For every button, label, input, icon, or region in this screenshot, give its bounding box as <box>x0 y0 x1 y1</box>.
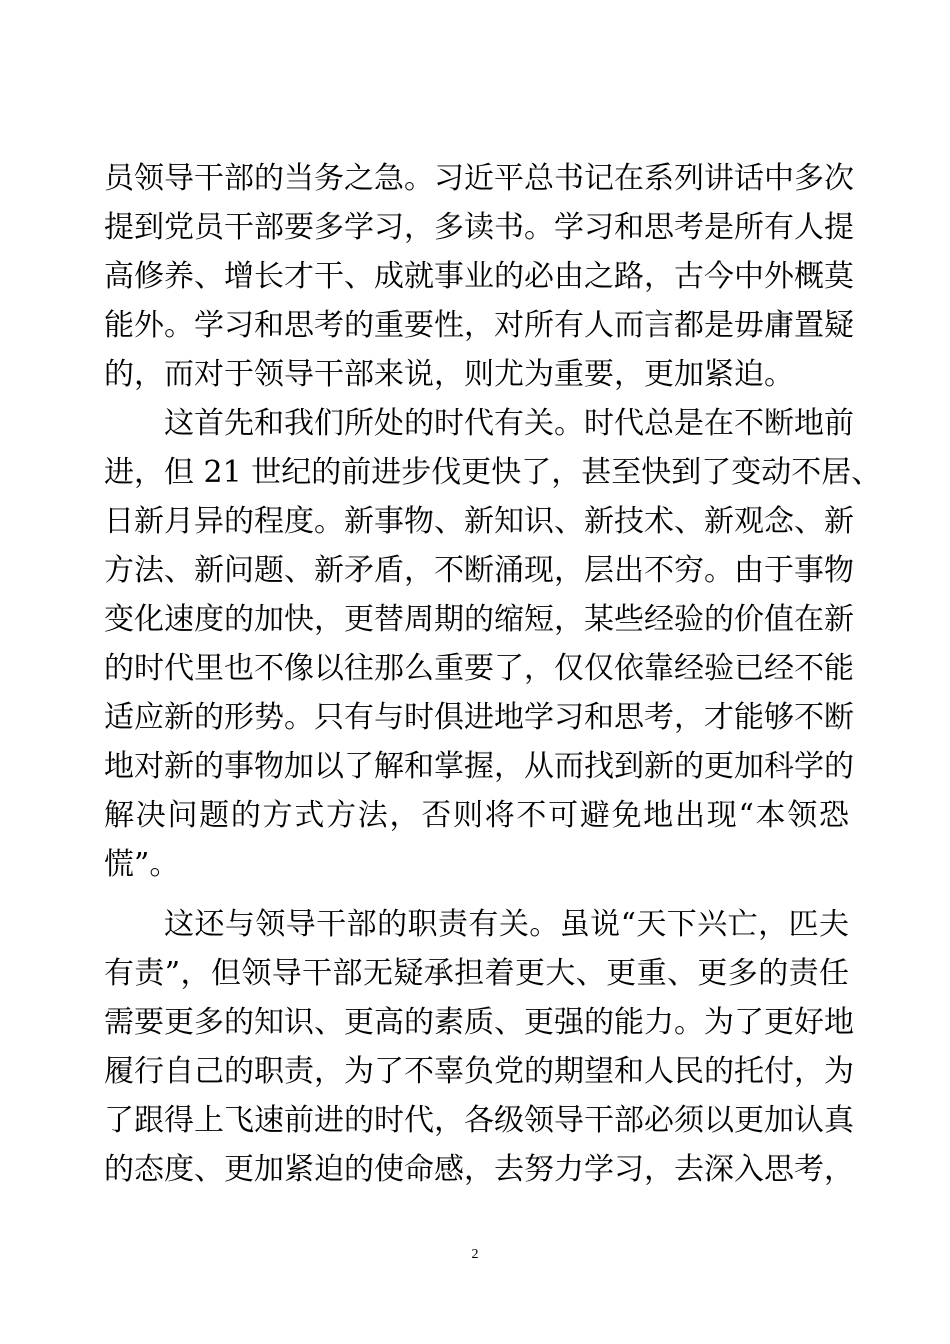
text-line: 的态度、更加紧迫的使命感，去努力学习，去深入思考， <box>104 1152 854 1187</box>
text-line: 解决问题的方式方法，否则将不可避免地出现“本领恐 <box>104 798 849 833</box>
text-line: 日新月异的程度。新事物、新知识、新技术、新观念、新 <box>104 504 854 539</box>
text-line: 高修养、增长才干、成就事业的必由之路，古今中外概莫 <box>104 259 854 294</box>
text-line: 慌”。 <box>104 847 180 882</box>
text-line: 了跟得上飞速前进的时代，各级领导干部必须以更加认真 <box>104 1103 854 1138</box>
text-line: 方法、新问题、新矛盾，不断涌现，层出不穷。由于事物 <box>104 553 854 588</box>
body-text <box>104 154 882 1194</box>
text-line: 进，但 21 世纪的前进步伐更快了，甚至快到了变动不居、 <box>104 455 882 490</box>
text-line: 需要更多的知识、更高的素质、更强的能力。为了更好地 <box>104 1005 854 1040</box>
page-number: 2 <box>471 1247 479 1262</box>
text-line: 有责”，但领导干部无疑承担着更大、更重、更多的责任 <box>104 956 849 991</box>
text-line: 的，而对于领导干部来说，则尤为重要，更加紧迫。 <box>104 357 794 392</box>
text-line: 员领导干部的当务之急。习近平总书记在系列讲话中多次 <box>104 161 854 196</box>
text-line: 的时代里也不像以往那么重要了，仅仅依靠经验已经不能 <box>104 651 854 686</box>
text-line: 地对新的事物加以了解和掌握，从而找到新的更加科学的 <box>104 749 854 784</box>
text-line: 能外。学习和思考的重要性，对所有人而言都是毋庸置疑 <box>104 308 854 343</box>
text-line: 提到党员干部要多学习，多读书。学习和思考是所有人提 <box>104 210 854 245</box>
text-line: 履行自己的职责，为了不辜负党的期望和人民的托付，为 <box>104 1054 854 1089</box>
text-line: 适应新的形势。只有与时俱进地学习和思考，才能够不断 <box>104 700 854 735</box>
paragraph-first-line: 这首先和我们所处的时代有关。时代总是在不断地前 <box>164 406 854 441</box>
paragraph-first-line: 这还与领导干部的职责有关。虽说“天下兴亡，匹夫 <box>164 907 849 942</box>
text-line: 变化速度的加快，更替周期的缩短，某些经验的价值在新 <box>104 602 854 637</box>
